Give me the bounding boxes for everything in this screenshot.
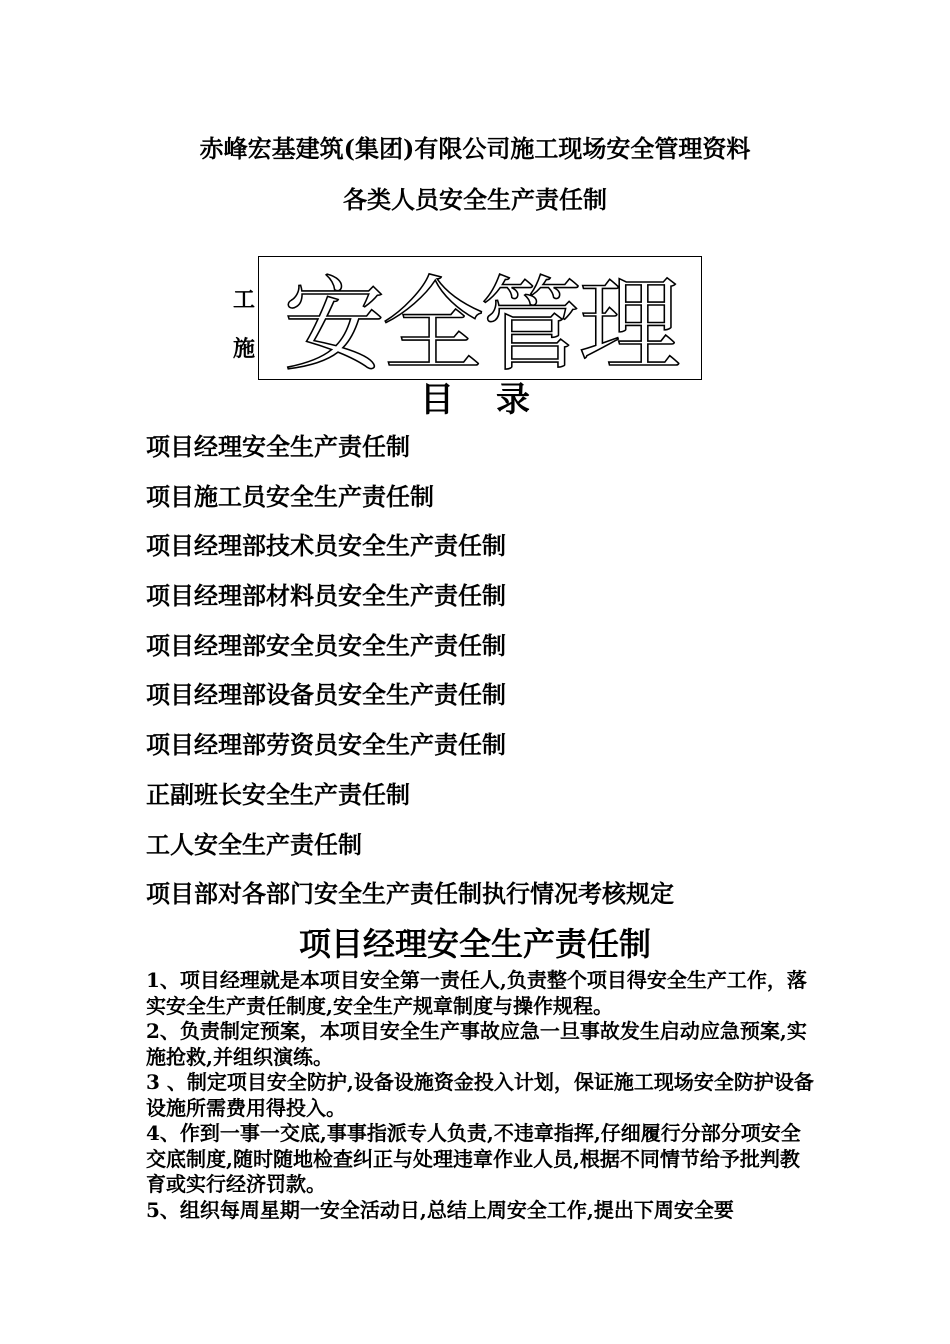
- stamp-outline-text: 安全管理: [283, 266, 677, 379]
- side-label-1: 工: [233, 287, 256, 313]
- toc-item[interactable]: 正副班长安全生产责任制: [146, 779, 410, 809]
- side-label-2: 施: [233, 336, 256, 362]
- toc-item[interactable]: 工人安全生产责任制: [146, 829, 362, 859]
- document-subtitle: 各类人员安全生产责任制: [343, 185, 607, 214]
- section-title: 项目经理安全生产责任制: [298, 925, 651, 963]
- toc-item[interactable]: 项目经理部劳资员安全生产责任制: [146, 730, 506, 760]
- paragraph: 3 、制定项目安全防护,设备设施资金投入计划，保证施工现场安全防护设备设施所需费用得投入。: [146, 1070, 814, 1120]
- paragraph: 5、组织每周星期一安全活动日,总结上周安全工作,提出下周安全要: [146, 1197, 734, 1222]
- toc-heading-right: 录: [496, 380, 530, 420]
- toc-item[interactable]: 项目经理部材料员安全生产责任制: [146, 581, 506, 611]
- toc-item[interactable]: 项目施工员安全生产责任制: [146, 481, 434, 511]
- toc-item[interactable]: 项目经理部技术员安全生产责任制: [146, 531, 506, 561]
- paragraph: 1、项目经理就是本项目安全第一责任人,负责整个项目得安全生产工作，落实安全生产责任制度,安全生产规章制度与操作规程。: [146, 968, 807, 1018]
- toc-heading: [0, 378, 950, 422]
- toc-item[interactable]: 项目经理部设备员安全生产责任制: [146, 680, 506, 710]
- section-body: [146, 968, 816, 1223]
- toc-item[interactable]: 项目部对各部门安全生产责任制执行情况考核规定: [146, 879, 674, 909]
- paragraph: 4、作到一事一交底,事事指派专人负责,不违章指挥,仔细履行分部分项安全交底制度,随时随地检查纠正与处理违章作业人员,根据不同情节给予批判教育或实行经济罚款。: [146, 1121, 801, 1196]
- toc-item[interactable]: 项目经理部安全员安全生产责任制: [146, 630, 506, 660]
- company-title: 赤峰宏基建筑(集团)有限公司施工现场安全管理资料: [199, 134, 751, 163]
- toc-heading-left: 目: [420, 380, 454, 420]
- stamp-box: [258, 256, 702, 380]
- toc-list: [146, 430, 866, 927]
- toc-item[interactable]: 项目经理安全生产责任制: [146, 432, 410, 461]
- paragraph: 2、负责制定预案，本项目安全生产事故应急一旦事故发生启动应急预案,实施抢救,并组织演练。: [146, 1019, 807, 1069]
